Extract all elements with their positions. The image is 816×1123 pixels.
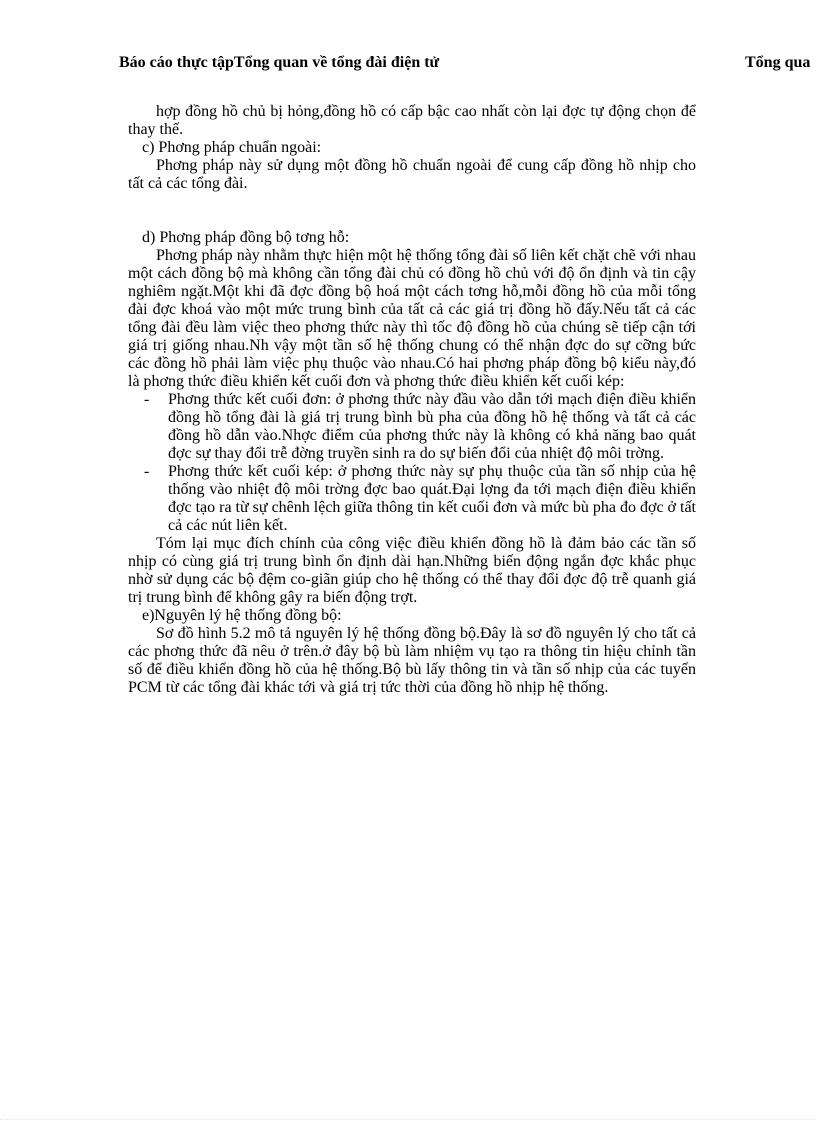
section-d-text: Phơng pháp này nhằm thực hiện một hệ thống tổng đài số liên kết chặt chẽ với nhau một cách đồng bộ mà không cần tổng đài chủ có đồng hồ chủ với độ ổn định và tin cậy nghiêm ngặt.Một khi đã đợc đồng bộ hoá một cách tơng hỗ,mỗi đồng hồ của mỗi tổng đài đợc khoá vào một mức trung bình của tất cả các giá trị đồng hồ đấy.Nếu tất cả các tổng đài đều làm việc theo phơng thức này thì tốc độ đồng hồ của chúng sẽ tiếp cận tới giá trị giống nhau.Nh vậy một tần số hệ thống chung có thể nhận đợc do sự cỡng bức các đồng hồ phải làm việc phụ thuộc vào nhau.Có hai phơng pháp đồng bộ kiểu này,đó là phơng thức điều khiển kết cuối đơn và phơng thức điều khiển kết cuối kép: — [128, 247, 696, 390]
header-title-right: Tổng qua — [745, 54, 811, 71]
paragraph-continuation: hợp đồng hồ chủ bị hỏng,đồng hồ có cấp bậc cao nhất còn lại đợc tự động chọn để thay thế. — [128, 103, 696, 138]
section-e-heading: e)Nguyên lý hệ thống đồng bộ: — [142, 607, 342, 624]
header-title: Báo cáo thực tậpTổng quan về tổng đài điện tử — [119, 54, 440, 71]
list-item-text: Phơng thức kết cuối đơn: ở phơng thức này đầu vào dẫn tới mạch điện điều khiển đồng hồ tổng đài là giá trị trung bình bù pha của đồng hồ hệ thống và tất cả các đồng hồ dẫn vào.Nhợc điểm của phơng thức này là không có khả năng bao quát đợc sự thay đổi trễ đờng truyền sinh ra do sự biến đổi của nhiệt độ môi trờng. — [168, 391, 696, 462]
bullet-list — [128, 391, 696, 535]
section-c-heading: c) Phơng pháp chuẩn ngoài: — [142, 139, 322, 156]
bullet-dash: - — [144, 463, 150, 480]
bullet-dash: - — [144, 391, 150, 408]
document-body — [128, 103, 696, 697]
list-item — [128, 391, 696, 463]
section-c-text: Phơng pháp này sử dụng một đồng hồ chuẩn ngoài để cung cấp đồng hồ nhịp cho tất cả các tổng đài. — [128, 157, 696, 192]
spacer — [128, 193, 696, 229]
page-bottom-divider — [0, 1119, 816, 1120]
section-e-text: Sơ đồ hình 5.2 mô tả nguyên lý hệ thống đồng bộ.Đây là sơ đồ nguyên lý cho tất cả các phơng thức đã nêu ở trên.ở đây bộ bù làm nhiệm vụ tạo ra thông tin hiệu chỉnh tần số để điều khiển đồng hồ của hệ thống.Bộ bù lấy thông tin và tần số nhịp của các tuyến PCM từ các tổng đài khác tới và giá trị tức thời của đồng hồ nhịp hệ thống. — [128, 625, 696, 696]
list-item-text: Phơng thức kết cuối kép: ở phơng thức này sự phụ thuộc của tần số nhịp của hệ thống vào nhiệt độ môi trờng đợc bao quát.Đại lợng đa tới mạch điện điều khiển đợc tạo ra từ sự chênh lệch giữa thông tin kết cuối đơn và mức bù pha đo đợc ở tất cả các nút liên kết. — [168, 463, 696, 534]
section-d-heading: d) Phơng pháp đồng bộ tơng hỗ: — [142, 229, 350, 246]
summary-paragraph: Tóm lại mục đích chính của công việc điều khiển đồng hồ là đảm bảo các tần số nhịp có cùng giá trị trung bình ổn định dài hạn.Những biến động ngắn đợc khắc phục nhờ sử dụng các bộ đệm co-giãn giúp cho hệ thống có thể thay đổi đợc độ trễ quanh giá trị trung bình để không gây ra biến động trợt. — [128, 535, 696, 606]
list-item — [128, 463, 696, 535]
